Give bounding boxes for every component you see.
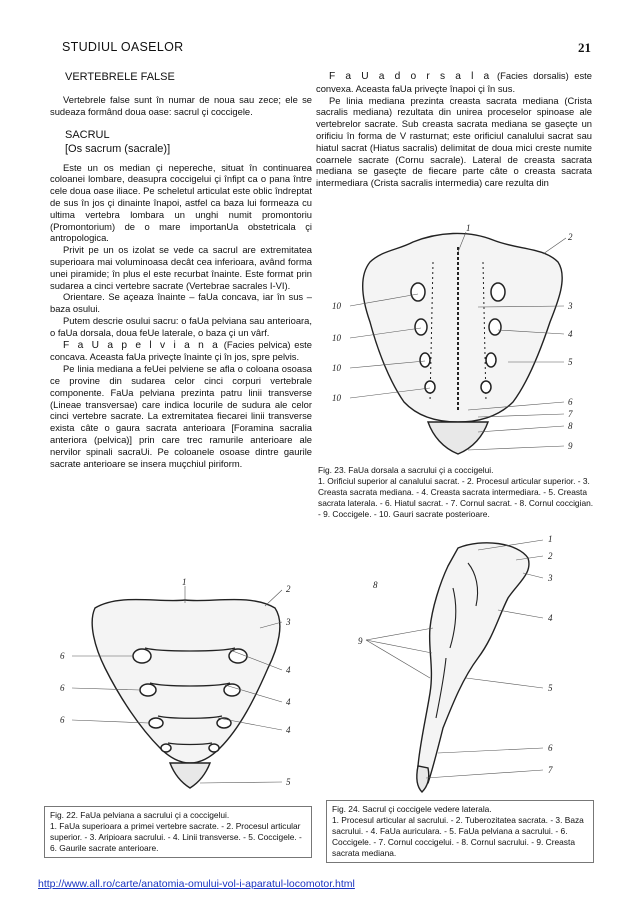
fig24-label-8: 8 [373, 580, 378, 590]
fig23-label-10a: 10 [332, 301, 341, 311]
figure-22-caption [44, 806, 312, 858]
fig24-label-6: 6 [548, 743, 553, 753]
fig24-label-1: 1 [548, 534, 553, 544]
fig23-label-10d: 10 [332, 393, 341, 403]
right-column [316, 70, 592, 189]
figure-23-sacrum-dorsal [318, 222, 598, 462]
fig24-label-9: 9 [358, 636, 363, 646]
paragraph-orientation: Orientare. Se açeaza înainte – faUa concava, iar în sus – baza osului. [50, 291, 312, 315]
pelvic-face-text: (Facies pelvica) este concava. Aceasta faUa priveçte înainte çi în jos, spre pelvis. [50, 338, 312, 363]
fig23-label-6: 6 [568, 397, 573, 407]
paragraph-sacrum-2: Privit pe un os izolat se vede ca sacrul are extremitatea superioara mai voluminoasa decât cea inferioara, având forma unei piramide; în plus el este recurbat înainte. Este format prin sudarea a cinci vertebre sacrate (Vertebrae sacrales I-VI). [50, 244, 312, 291]
fig23-label-10c: 10 [332, 363, 341, 373]
fig24-label-2: 2 [548, 551, 553, 561]
figure-24-caption-body: 1. Procesul articular al sacrului. - 2. Tuberozitatea sacrata. - 3. Baza sacrului. - 4. FaUa auriculara. - 5. FaUa pelviana a sacrului. - 6. Coccigele. - 7. Cornul coccigelui. - 8. Cornul sacrului. - 9. Creasta sacrata mediana. [332, 815, 584, 858]
section-title-sacrum: SACRUL [65, 128, 110, 141]
fig23-label-7: 7 [568, 409, 573, 419]
fig23-label-1: 1 [466, 223, 471, 233]
fig24-label-5: 5 [548, 683, 553, 693]
fig23-label-2: 2 [568, 232, 573, 242]
page-number: 21 [578, 40, 591, 55]
fig22-label-5: 5 [286, 777, 291, 787]
fig22-label-4c: 4 [286, 725, 291, 735]
fig24-label-4: 4 [548, 613, 553, 623]
paragraph-false-vertebrae: Vertebrele false sunt în numar de noua sau zece; ele se sudeaza formând doua oase: sacrul çi coccigele. [50, 94, 312, 117]
fig24-label-7: 7 [548, 765, 553, 775]
figure-22-caption-body: 1. FaUa superioara a primei vertebre sacrate. - 2. Procesul articular superior. - 3. Aripioara sacrului. - 4. Linii transverse. - 5. Coccigele. - 6. Gaurile sacrate anterioare. [50, 821, 302, 853]
section-title-sacrum-latin: [Os sacrum (sacrale)] [65, 142, 171, 155]
fig23-label-5: 5 [568, 357, 573, 367]
fig23-label-4: 4 [568, 329, 573, 339]
running-header: STUDIUL OASELOR [62, 40, 184, 54]
paragraph-sacrum-1: Este un os median çi nepereche, situat în continuarea coloanei lombare, deasupra coccigelui çi înfipt ca o pana între cele doua oase iliace. Pe scheletul articulat este oblic îndreptat de sus în jos çi dinainte înapoi, astfel ca baza lui formeaza cu ultima vertebra lombara un unghi numit promontoriu (Promontorium) de o mare importanUa obstetricala çi antropologica. [50, 161, 312, 244]
fig22-label-2: 2 [286, 584, 291, 594]
figure-22-sacrum-pelvic [50, 578, 318, 794]
paragraph-pelvic-face [50, 339, 312, 364]
fig22-label-6c: 6 [60, 715, 65, 725]
paragraph-description: Putem descrie osului sacru: o faUa pelviana sau anterioara, o faUa dorsala, doua feUe laterale, o baza çi un vârf. [50, 314, 312, 338]
figure-23-caption-title: Fig. 23. FaUa dorsala a sacrului çi a coccigelui. [318, 465, 494, 475]
pelvic-face-heading: F a U a p e l v i a n a [63, 339, 221, 351]
figure-22-caption-title: Fig. 22. FaUa pelviana a sacrului çi a coccigelui. [50, 810, 230, 820]
paragraph-transverse-lines: Pe linia mediana a feUei pelviene se afla o coloana osoasa ce provine din sudarea celor cinci corpuri vertebrale componente. FaUa pelviana prezinta patru linii transverse (Lineae transversae) care indica locurile de sudura ale celor cinci vertebre sacrate. La extremitatea fiecarei linii transverse exista câte o gaura sacrata anterioara [Foramina sacralia anteriora (pelvica)] prin care trec ramurile anterioare ale nervilor spinali sacraUi. Pe coloanele osoase dintre gaurile sacrate anterioare se insera muçchiul piriform. [50, 363, 312, 469]
fig22-label-6a: 6 [60, 651, 65, 661]
figure-24-sacrum-lateral [358, 528, 590, 798]
paragraph-median-crest: Pe linia mediana prezinta creasta sacrata mediana (Crista sacralis mediana) rezultata din unirea proceselor spinoase ale vertebrelor sacrate. Sub creasta sacrata mediana se gaseçte un orificiu în forma de V rasturnat; este orificiul canalului sacrat sau hiatul sacrat (Hiatus sacralis) delimitat de doua mici creste numite coarnele sacrate (Cornu sacrale). Lateral de creasta sacrata mediana se gaseçte de fiecare parte câte o creasta sacrata intermediara (Crista sacralis intermedia) care rezulta din [316, 94, 592, 189]
section-title-false-vertebrae: VERTEBRELE FALSE [65, 71, 175, 83]
figure-24-caption [326, 800, 594, 863]
fig22-label-4b: 4 [286, 697, 291, 707]
fig23-label-9: 9 [568, 441, 573, 451]
source-link[interactable]: http://www.all.ro/carte/anatomia-omului-vol-i-aparatul-locomotor.html [38, 878, 355, 890]
figure-23-caption [318, 465, 596, 520]
figure-23-caption-body: 1. Orificiul superior al canalului sacrat. - 2. Procesul articular superior. - 3. Creasta sacrata mediana. - 4. Creasta sacrata intermediara. - 5. Creasta sacrata laterala. - 6. Hiatul sacrat. - 7. Cornul sacrat. - 8. Cornul coccigian. - 9. Coccigele. - 10. Gauri sacrate posterioare. [318, 476, 594, 519]
fig22-label-3: 3 [286, 617, 291, 627]
fig23-label-10b: 10 [332, 333, 341, 343]
paragraph-dorsal-face [316, 70, 592, 95]
fig23-label-3: 3 [568, 301, 573, 311]
fig23-label-8: 8 [568, 421, 573, 431]
fig22-label-4a: 4 [286, 665, 291, 675]
dorsal-face-text: (Facies dorsalis) este convexa. Aceasta faUa priveçte înapoi çi în sus. [316, 70, 593, 94]
dorsal-face-heading: F a U a d o r s a l a [329, 71, 492, 82]
fig22-label-6b: 6 [60, 683, 65, 693]
fig24-label-3: 3 [548, 573, 553, 583]
figure-24-caption-title: Fig. 24. Sacrul çi coccigele vedere laterala. [332, 804, 492, 814]
fig22-label-1: 1 [182, 578, 187, 587]
left-column [50, 70, 312, 469]
